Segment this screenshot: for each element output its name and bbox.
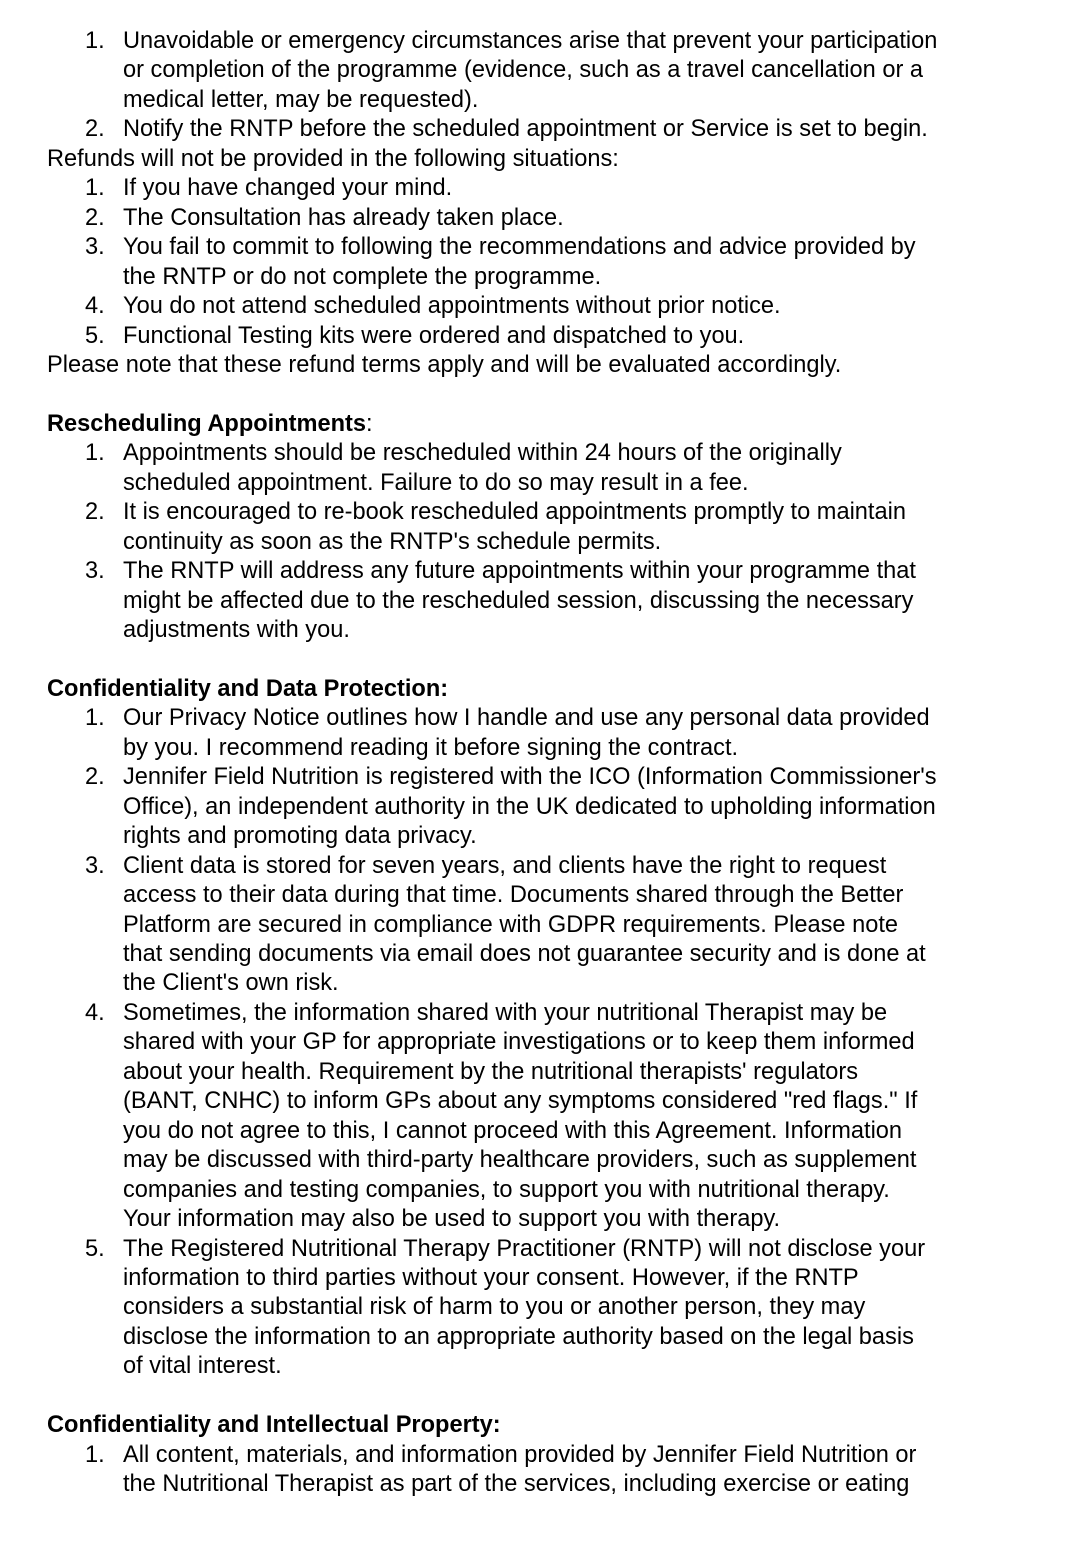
list-item-text-line: The Registered Nutritional Therapy Practitioner (RNTP) will not disclose your — [123, 1235, 926, 1262]
list-item-number: 2. — [85, 764, 105, 791]
data-protection-list — [47, 704, 1008, 1381]
list-item — [47, 439, 1008, 498]
list-item — [47, 115, 1008, 144]
list-item-text-line: It is encouraged to re-book rescheduled appointments promptly to maintain — [123, 499, 906, 526]
list-item-text-line: the Client's own risk. — [123, 970, 339, 997]
list-item-text-line: of vital interest. — [123, 1353, 282, 1380]
list-item-text-line: Unavoidable or emergency circumstances arise that prevent your participation — [123, 28, 938, 54]
list-item-text-line: Sometimes, the information shared with your nutritional Therapist may be — [123, 999, 888, 1026]
list-item-text-line: about your health. Requirement by the nutritional therapists' regulators — [123, 1058, 859, 1085]
list-item — [47, 704, 1008, 763]
list-item-text-line: Notify the RNTP before the scheduled appointment or Service is set to begin. — [123, 116, 928, 143]
list-item — [47, 498, 1008, 557]
list-item-text-line: Appointments should be rescheduled within 24 hours of the originally — [123, 440, 842, 467]
list-item-text-line: access to their data during that time. Documents shared through the Better — [123, 882, 904, 909]
list-item — [47, 557, 1008, 645]
list-item-text-line: The RNTP will address any future appointments within your programme that — [123, 558, 916, 585]
rescheduling-heading — [47, 410, 1008, 439]
list-item — [47, 204, 1008, 233]
list-item-text-line: If you have changed your mind. — [123, 175, 453, 202]
list-item-number: 1. — [85, 175, 105, 202]
list-item-text-line: medical letter, may be requested). — [123, 86, 479, 113]
list-item-number: 1. — [85, 1441, 105, 1468]
list-item-text-line: You do not attend scheduled appointments without prior notice. — [123, 293, 781, 320]
list-item — [47, 233, 1008, 292]
list-item-number: 5. — [85, 322, 105, 349]
list-item-text-line: The Consultation has already taken place. — [123, 204, 564, 231]
list-item-text-line: information to third parties without your consent. However, if the RNTP — [123, 1265, 859, 1291]
list-item-number: 1. — [85, 705, 105, 732]
list-item-text-line: companies and testing companies, to support you with nutritional therapy. — [123, 1176, 890, 1203]
list-item-text-line: you do not agree to this, I cannot proceed with this Agreement. Information — [123, 1117, 903, 1144]
list-item-number: 2. — [85, 204, 105, 231]
rescheduling-heading-colon: : — [365, 410, 373, 437]
section-spacer — [47, 1382, 1008, 1411]
list-item — [47, 763, 1008, 851]
no-refund-list — [47, 174, 1008, 351]
rescheduling-heading-text: Rescheduling Appointments — [47, 410, 366, 437]
list-item-number: 2. — [85, 499, 105, 526]
rescheduling-list — [47, 439, 1008, 645]
list-item-text-line: shared with your GP for appropriate investigations or to keep them informed — [123, 1029, 915, 1056]
list-item-text-line: scheduled appointment. Failure to do so may result in a fee. — [123, 469, 749, 496]
list-item-text-line: or completion of the programme (evidence, such as a travel cancellation or a — [123, 57, 923, 84]
list-item-number: 3. — [85, 234, 105, 261]
section-spacer — [47, 380, 1008, 409]
list-item-number: 5. — [85, 1235, 105, 1262]
list-item-text-line: All content, materials, and information provided by Jennifer Field Nutrition or — [123, 1441, 917, 1468]
no-refund-intro: Refunds will not be provided in the following situations: — [47, 145, 619, 172]
list-item-text-line: might be affected due to the rescheduled session, discussing the necessary — [123, 587, 914, 614]
list-item-text-line: You fail to commit to following the recommendations and advice provided by — [123, 234, 916, 261]
intellectual-property-heading: Confidentiality and Intellectual Property: — [47, 1412, 501, 1439]
intellectual-property-list — [47, 1441, 1008, 1500]
list-item-text-line: that sending documents via email does not guarantee security and is done at — [123, 941, 926, 968]
section-spacer — [47, 646, 1008, 675]
list-item-text-line: Functional Testing kits were ordered and dispatched to you. — [123, 322, 745, 349]
list-item — [47, 852, 1008, 999]
list-item-text-line: rights and promoting data privacy. — [123, 823, 477, 850]
list-item-number: 1. — [85, 28, 105, 54]
list-item-number: 3. — [85, 558, 105, 585]
list-item-text-line: Our Privacy Notice outlines how I handle and use any personal data provided — [123, 705, 930, 732]
list-item-text-line: disclose the information to an appropriate authority based on the legal basis — [123, 1323, 914, 1350]
list-item-number: 3. — [85, 852, 105, 879]
list-item-text-line: continuity as soon as the RNTP's schedule permits. — [123, 528, 662, 555]
data-protection-heading: Confidentiality and Data Protection: — [47, 675, 449, 702]
list-item-text-line: Your information may also be used to support you with therapy. — [123, 1206, 781, 1233]
list-item-text-line: Jennifer Field Nutrition is registered with the ICO (Information Commissioner's — [123, 764, 937, 791]
list-item-number: 1. — [85, 440, 105, 467]
list-item-text-line: considers a substantial risk of harm to you or another person, they may — [123, 1294, 866, 1321]
list-item-text-line: Client data is stored for seven years, and clients have the right to request — [123, 852, 887, 879]
list-item-text-line: by you. I recommend reading it before signing the contract. — [123, 734, 739, 761]
list-item — [47, 174, 1008, 203]
list-item-number: 2. — [85, 116, 105, 143]
refund-note: Please note that these refund terms apply and will be evaluated accordingly. — [47, 351, 842, 378]
list-item — [47, 999, 1008, 1235]
list-item-text-line: may be discussed with third-party healthcare providers, such as supplement — [123, 1147, 917, 1174]
list-item-text-line: the RNTP or do not complete the programme. — [123, 263, 602, 290]
list-item-number: 4. — [85, 293, 105, 320]
list-item — [47, 1235, 1008, 1382]
list-item-text-line: Office), an independent authority in the UK dedicated to upholding information — [123, 793, 936, 820]
list-item — [47, 27, 1008, 115]
list-item-text-line: adjustments with you. — [123, 617, 350, 644]
list-item — [47, 322, 1008, 351]
refund-conditions-list — [47, 27, 1008, 145]
list-item — [47, 1441, 1008, 1500]
list-item-text-line: Platform are secured in compliance with GDPR requirements. Please note — [123, 911, 899, 938]
list-item-text-line: (BANT, CNHC) to inform GPs about any symptoms considered "red flags." If — [123, 1088, 918, 1115]
list-item-number: 4. — [85, 999, 105, 1026]
list-item — [47, 292, 1008, 321]
list-item-text-line: the Nutritional Therapist as part of the services, including exercise or eating — [123, 1471, 910, 1498]
